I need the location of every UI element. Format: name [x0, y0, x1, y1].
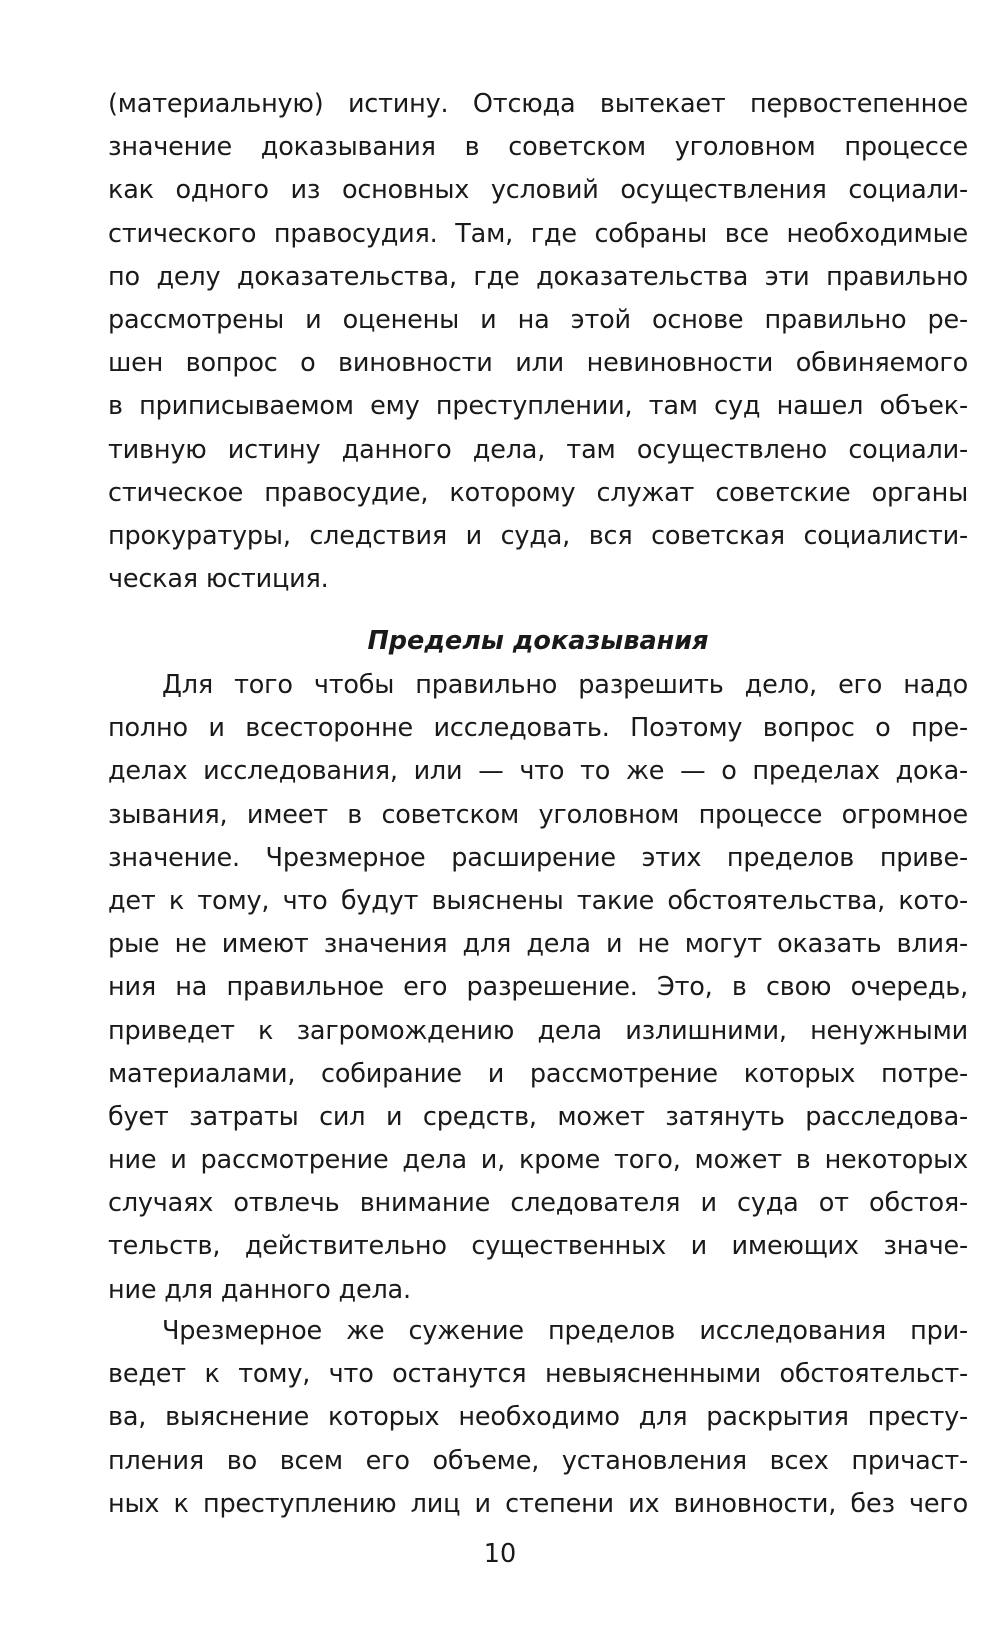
text-line: бует затраты сил и средств, может затянуть расследова- [108, 1101, 968, 1132]
text-line: пления во всем его объеме, установления всех причаст- [108, 1445, 968, 1476]
paragraph-2 [108, 664, 968, 1312]
text-line: рые не имеют значения для дела и не могут оказать влия- [108, 929, 968, 960]
text-line: по делу доказательства, где доказательства эти правильно [108, 261, 968, 292]
text-line: зывания, имеет в советском уголовном процессе огромное [108, 799, 968, 830]
text-line: ние и рассмотрение дела и, кроме того, может в некоторых [108, 1145, 968, 1176]
text-line: ния на правильное его разрешение. Это, в свою очередь, [108, 972, 968, 1003]
paragraph-3 [108, 1310, 968, 1526]
text-line: шен вопрос о виновности или невиновности обвиняемого [108, 348, 968, 379]
text-line: материалами, собирание и рассмотрение которых потре- [108, 1058, 968, 1089]
text-line: Для того чтобы правильно разрешить дело, его надо [162, 670, 968, 700]
text-line: в приписываемом ему преступлении, там суд нашел объек- [108, 391, 968, 422]
text-line: значение. Чрезмерное расширение этих пределов приве- [108, 842, 968, 873]
text-line: случаях отвлечь внимание следователя и суда от обстоя- [108, 1188, 968, 1219]
text-line: рассмотрены и оценены и на этой основе правильно ре- [108, 304, 968, 335]
text-line: полно и всесторонне исследовать. Поэтому вопрос о пре- [108, 713, 968, 744]
text-line: (материальную) истину. Отсюда вытекает первостепенное [108, 89, 968, 119]
text-line: ческая юстиция. [108, 564, 329, 595]
text-line: Чрезмерное же сужение пределов исследования при- [162, 1316, 968, 1346]
page-number: 10 [483, 1539, 517, 1569]
text-line: тельств, действительно существенных и имеющих значе- [108, 1231, 968, 1262]
text-line: дет к тому, что будут выяснены такие обстоятельства, кото- [108, 885, 968, 916]
text-line: ва, выяснение которых необходимо для раскрытия престу- [108, 1402, 968, 1433]
text-line: приведет к загромождению дела излишними, ненужными [108, 1015, 968, 1046]
text-line: прокуратуры, следствия и суда, вся советская социалисти- [108, 520, 968, 551]
text-line: стическое правосудие, которому служат советские органы [108, 477, 968, 508]
text-line: как одного из основных условий осуществления социали- [108, 175, 968, 206]
text-line: ных к преступлению лиц и степени их виновности, без чего [108, 1488, 968, 1519]
text-line: ведет к тому, что останутся невыясненными обстоятельст- [108, 1359, 968, 1390]
text-line: значение доказывания в советском уголовном процессе [108, 132, 968, 163]
text-line: делах исследования, или — что то же — о пределах дока- [108, 756, 968, 787]
text-line: ние для данного дела. [108, 1274, 411, 1305]
paragraph-1 [108, 83, 968, 601]
text-line: тивную истину данного дела, там осуществлено социали- [108, 434, 968, 465]
text-line: стического правосудия. Там, где собраны все необходимые [108, 218, 968, 249]
section-heading: Пределы доказывания [367, 626, 709, 656]
